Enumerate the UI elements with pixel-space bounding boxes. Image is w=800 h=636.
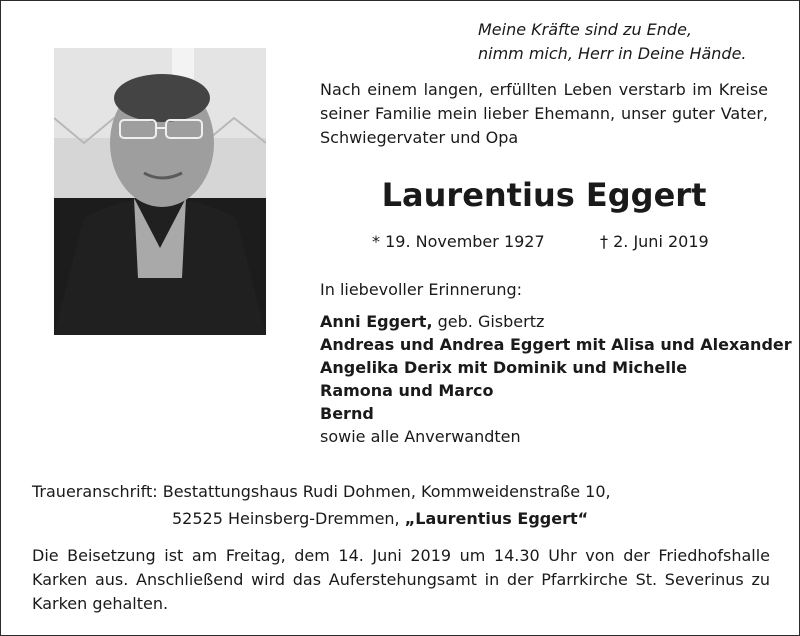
verse-line-1: Meine Kräfte sind zu Ende,: [478, 20, 692, 39]
address-line-1: Traueranschrift: Bestattungshaus Rudi Dohmen, Kommweidenstraße 10,: [32, 482, 611, 501]
mourner-line: Angelika Derix mit Dominik und Michelle: [320, 358, 688, 377]
mourners-list: [320, 310, 792, 448]
deceased-name: Laurentius Eggert: [381, 176, 707, 214]
memory-heading: In liebevoller Erinnerung:: [320, 280, 522, 299]
mourner-spouse: [320, 310, 780, 333]
address-reference: „Laurentius Eggert“: [404, 509, 589, 528]
verse: [478, 18, 778, 66]
mourner-closing: sowie alle Anverwandten: [320, 427, 521, 446]
mourner-line: Andreas und Andrea Eggert mit Alisa und Alexander: [320, 335, 792, 354]
intro-text: Nach einem langen, erfüllten Leben verstarb im Kreise seiner Familie mein lieber Ehemann, unser guter Vater, Schwiegervater und Opa: [320, 80, 768, 147]
birth-date: * 19. November 1927: [372, 232, 545, 251]
address-line-2: [172, 509, 588, 528]
verse-line-2: nimm mich, Herr in Deine Hände.: [478, 44, 747, 63]
death-date: † 2. Juni 2019: [600, 232, 709, 251]
funeral-details: Die Beisetzung ist am Freitag, dem 14. Juni 2019 um 14.30 Uhr von der Friedhofshalle Karken aus. Anschließend wird das Auferstehungsamt in der Pfarrkirche St. Severinus zu Karken gehalten.: [32, 546, 770, 613]
address-city: 52525 Heinsberg-Dremmen,: [172, 509, 405, 528]
portrait-photo: [54, 48, 266, 335]
mourner-line: Bernd: [320, 404, 374, 423]
portrait-illustration: [54, 48, 266, 335]
mourner-line: Ramona und Marco: [320, 381, 494, 400]
spouse-suffix: geb. Gisbertz: [432, 312, 545, 331]
spouse-name: Anni Eggert,: [320, 312, 433, 331]
